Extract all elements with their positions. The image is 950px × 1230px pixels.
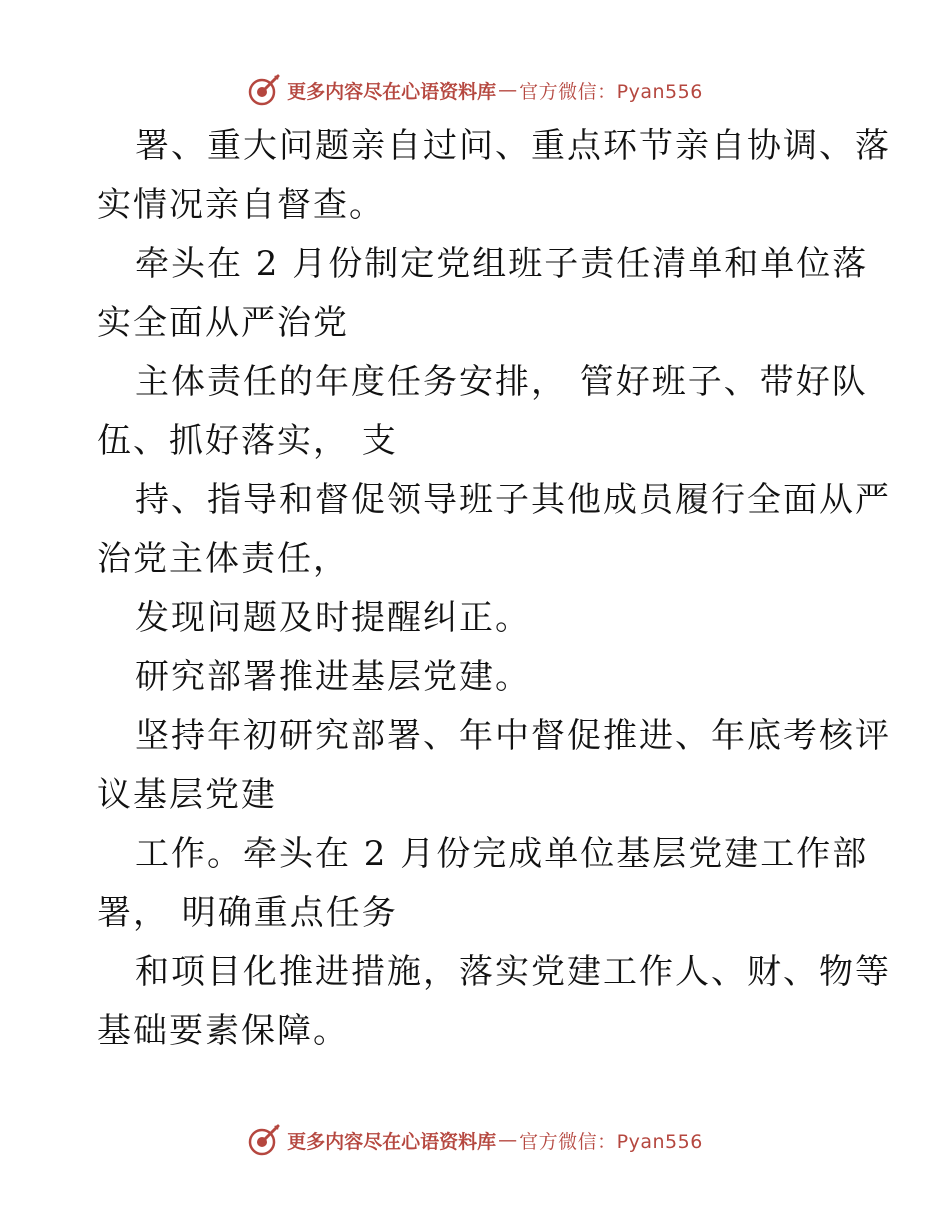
paragraph-line: 实情况亲自督查。 [97,185,385,225]
brand-logo-icon [247,1123,281,1157]
paragraph-line: 持、指导和督促领导班子其他成员履行全面从严 [135,480,891,520]
paragraph-line: 主体责任的年度任务安排， 管好班子、带好队 [135,362,868,402]
banner-handle-text: 官方微信：Pyan556 [519,80,703,103]
brand-logo-icon [247,73,281,107]
paragraph-line: 工作。牵头在 2 月份完成单位基层党建工作部 [135,834,869,874]
paragraph-line: 和项目化推进措施，落实党建工作人、财、物等 [135,952,891,992]
footer-watermark-banner [0,1120,950,1160]
paragraph-line: 基础要素保障。 [97,1011,349,1051]
banner-main-text: 更多内容尽在心语资料库 [287,80,497,103]
paragraph-line: 署， 明确重点任务 [97,893,398,933]
banner-separator: — [498,79,518,101]
paragraph-line: 议基层党建 [97,775,277,815]
paragraph-line: 研究部署推进基层党建。 [135,657,531,697]
document-body [97,117,891,1061]
paragraph-line: 牵头在 2 月份制定党组班子责任清单和单位落 [135,244,869,284]
paragraph-line: 署、重大问题亲自过问、重点环节亲自协调、落 [135,126,891,166]
paragraph-line: 伍、抓好落实， 支 [97,421,398,461]
paragraph-line: 治党主体责任， [97,539,349,579]
paragraph-line: 坚持年初研究部署、年中督促推进、年底考核评 [135,716,891,756]
paragraph-line: 实全面从严治党 [97,303,349,343]
banner-handle-text: 官方微信：Pyan556 [519,1130,703,1153]
banner-separator: — [498,1129,518,1151]
banner-main-text: 更多内容尽在心语资料库 [287,1130,497,1153]
header-watermark-banner [0,70,950,110]
paragraph-line: 发现问题及时提醒纠正。 [135,598,531,638]
